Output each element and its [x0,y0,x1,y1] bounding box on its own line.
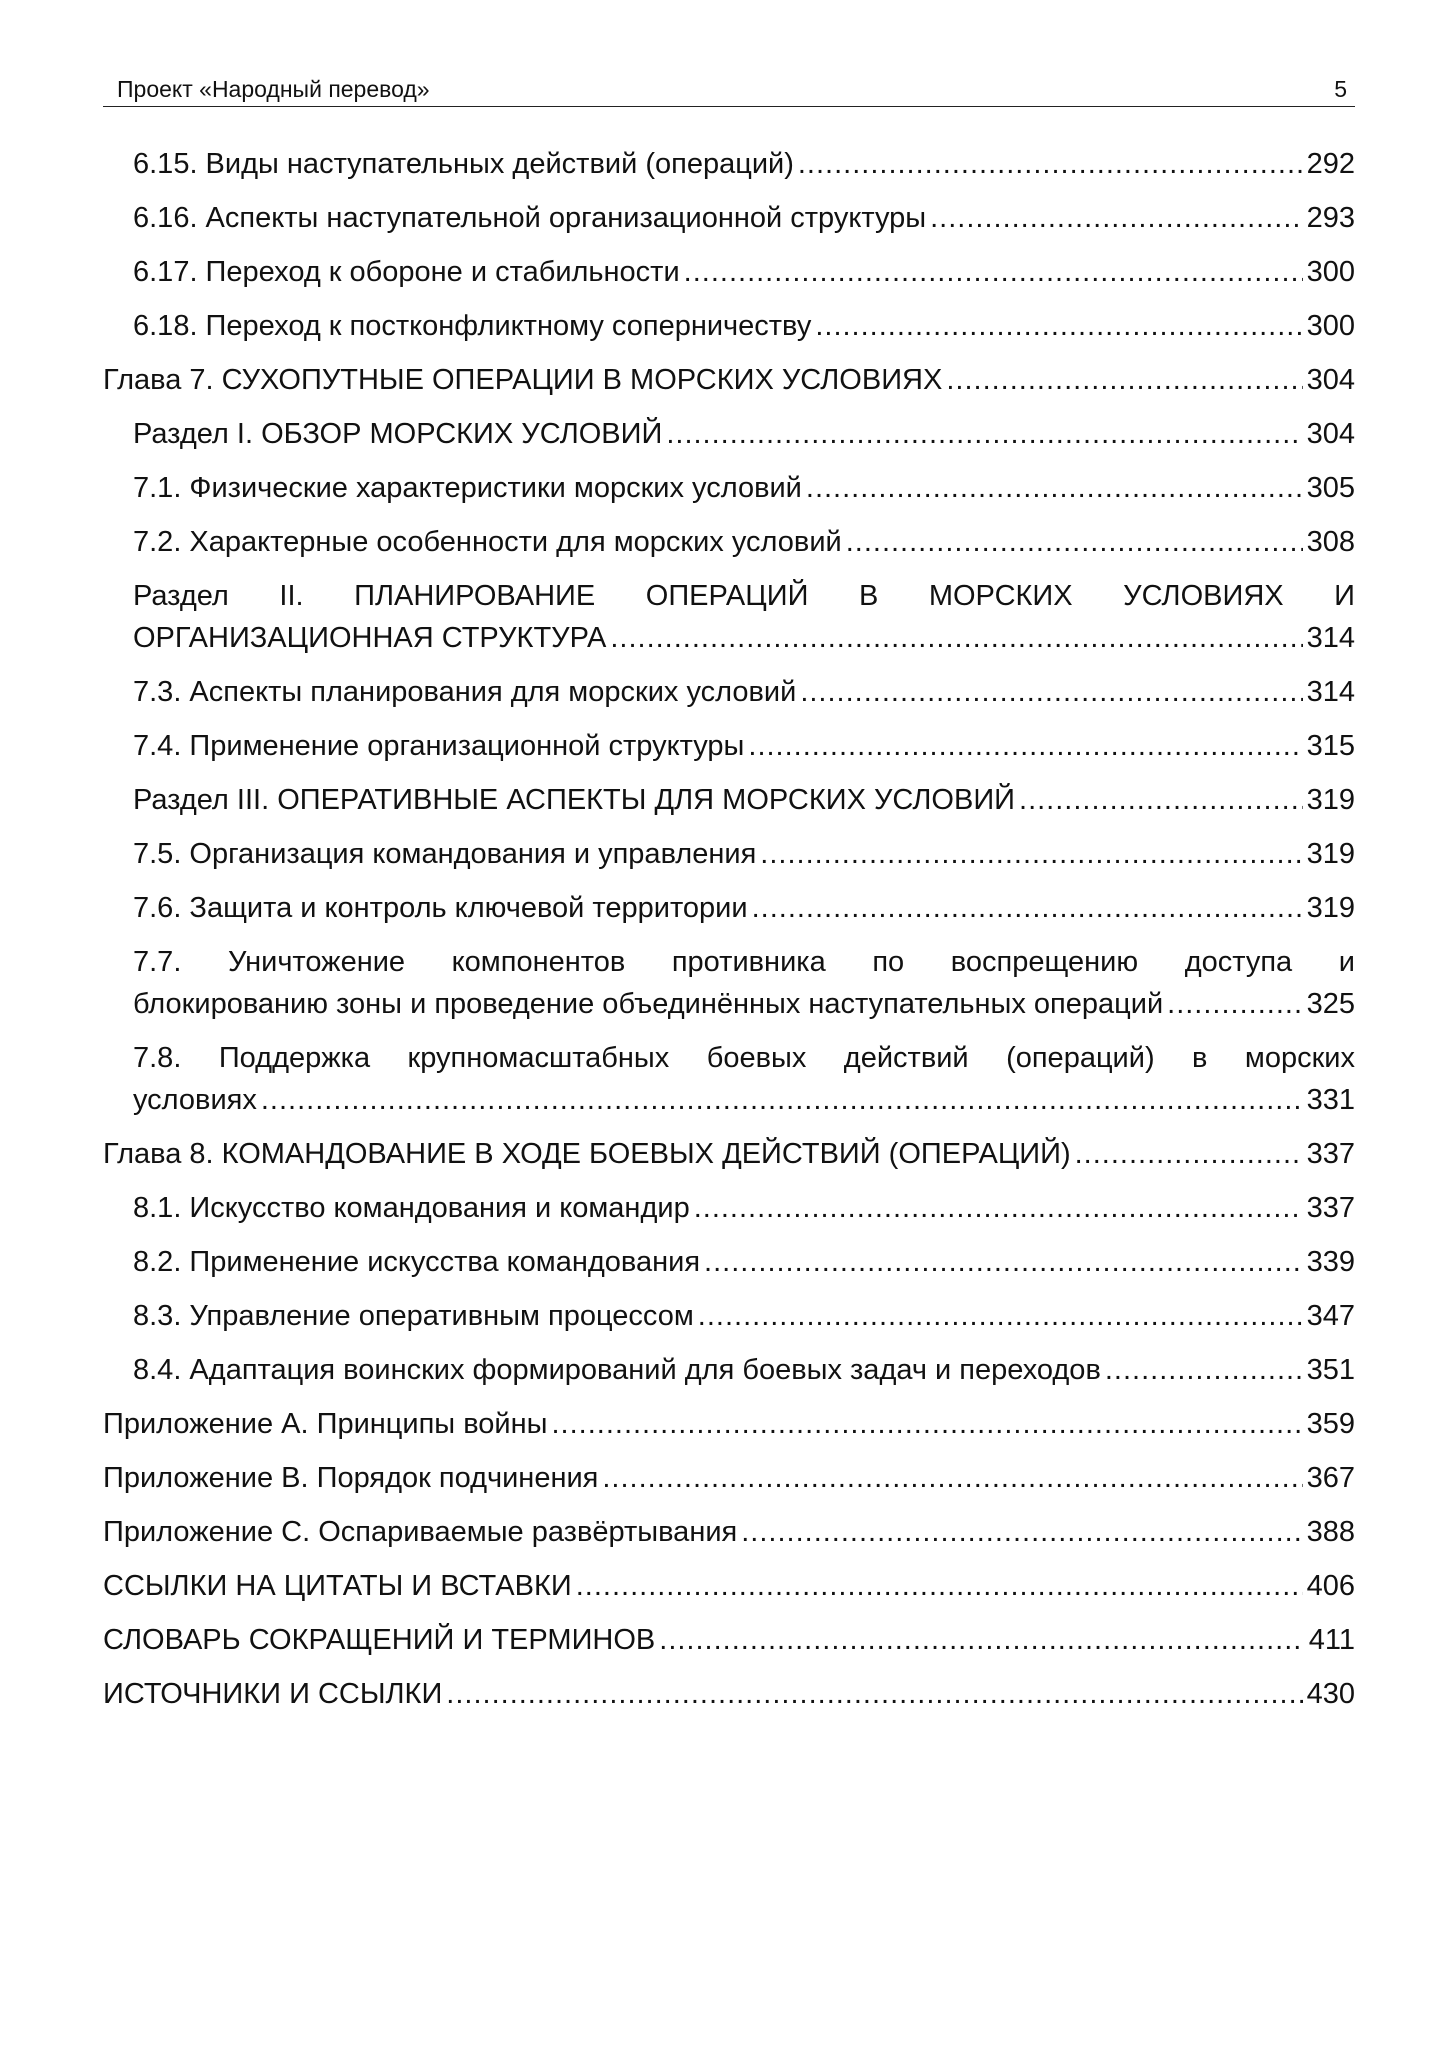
toc-entry[interactable] [103,467,1355,509]
toc-entry[interactable] [103,779,1355,821]
toc-entry[interactable] [103,1673,1355,1715]
dot-leader [1019,779,1303,821]
dot-leader [815,305,1302,347]
toc-entry-page: 430 [1306,1678,1355,1710]
toc-entry[interactable] [103,305,1355,347]
toc-entry-page: 351 [1306,1354,1355,1386]
toc-entry-title: 6.18. Переход к постконфликтному соперничеству [133,310,812,342]
dot-leader [946,359,1302,401]
toc-entry-page: 339 [1306,1246,1355,1278]
toc-entry-line [103,1457,1355,1499]
toc-entry-page: 411 [1308,1624,1355,1656]
dot-leader [694,1187,1303,1229]
toc-entry-line [133,833,1355,875]
toc-entry-line [133,251,1355,293]
dot-leader [704,1241,1303,1283]
dot-leader [1167,983,1302,1025]
toc-entry-page: 319 [1306,892,1355,924]
toc-entry-line [133,1295,1355,1337]
toc-entry-title: 7.6. Защита и контроль ключевой территории [133,892,748,924]
dot-leader [602,1457,1302,1499]
toc-entry-line [103,1133,1355,1175]
toc-entry-page: 300 [1306,310,1355,342]
toc-entry-title: 6.15. Виды наступательных действий (операций) [133,148,794,180]
toc-entry-line [103,359,1355,401]
toc-entry-line [133,887,1355,929]
toc-entry-line [103,1511,1355,1553]
toc-entry-page: 314 [1306,622,1355,654]
toc-entry[interactable] [103,1241,1355,1283]
toc-entry-line [133,671,1355,713]
dot-leader [930,197,1303,239]
toc-entry-title: 7.5. Организация командования и управления [133,838,757,870]
toc-entry-line [133,1079,1355,1121]
dot-leader [800,671,1302,713]
dot-leader [659,1619,1305,1661]
toc-entry-title: ССЫЛКИ НА ЦИТАТЫ И ВСТАВКИ [103,1570,572,1602]
toc-entry[interactable] [103,1295,1355,1337]
toc-entry-page: 305 [1306,472,1355,504]
toc-entry[interactable] [103,725,1355,767]
toc-entry-title: 7.2. Характерные особенности для морских условий [133,526,842,558]
toc-entry-page: 314 [1306,676,1355,708]
toc-entry[interactable] [103,575,1355,659]
toc-entry-page: 304 [1306,364,1355,396]
toc-entry-line [133,143,1355,185]
toc-entry[interactable] [103,197,1355,239]
dot-leader [846,521,1303,563]
dot-leader [698,1295,1303,1337]
toc-entry-title: Приложение С. Оспариваемые развёртывания [103,1516,738,1548]
toc-entry-line [103,1565,1355,1607]
toc-entry-line [133,725,1355,767]
toc-entry-title: 8.4. Адаптация воинских формирований для боевых задач и переходов [133,1354,1101,1386]
toc-entry[interactable] [103,1037,1355,1121]
toc-entry-first-line: 7.7. Уничтожение компонентов противника по воспрещению доступа и [133,946,1355,978]
toc-entry[interactable] [103,1565,1355,1607]
toc-entry[interactable] [103,833,1355,875]
toc-entry-page: 304 [1306,418,1355,450]
toc-entry-first-line: 7.8. Поддержка крупномасштабных боевых действий (операций) в морских [133,1042,1355,1074]
toc-entry-page: 315 [1306,730,1355,762]
toc-entry-page: 347 [1306,1300,1355,1332]
toc-entry-title: блокированию зоны и проведение объединённых наступательных операций [133,988,1164,1020]
toc-entry-title: СЛОВАРЬ СОКРАЩЕНИЙ И ТЕРМИНОВ [103,1624,656,1656]
toc-entry-page: 319 [1306,784,1355,816]
toc-entry-line [133,617,1355,659]
toc-entry[interactable] [103,413,1355,455]
toc-entry-page: 308 [1306,526,1355,558]
dot-leader [684,251,1303,293]
toc-entry-page: 319 [1306,838,1355,870]
toc-entry-title: 7.4. Применение организационной структуры [133,730,745,762]
dot-leader [551,1403,1302,1445]
toc-entry-line [103,1403,1355,1445]
toc-entry-title: Глава 7. СУХОПУТНЫЕ ОПЕРАЦИИ В МОРСКИХ УСЛОВИЯХ [103,364,943,396]
dot-leader [806,467,1303,509]
toc-entry-line [133,197,1355,239]
dot-leader [576,1565,1303,1607]
dot-leader [610,617,1302,659]
toc-entry-line [103,1673,1355,1715]
dot-leader [446,1673,1302,1715]
toc-entry-line [103,1619,1355,1661]
toc-entry-title: 8.3. Управление оперативным процессом [133,1300,694,1332]
toc-entry[interactable] [103,1133,1355,1175]
toc-entry-title: 7.1. Физические характеристики морских условий [133,472,802,504]
toc-entry[interactable] [103,887,1355,929]
toc-entry[interactable] [103,941,1355,1025]
toc-entry-line [133,1187,1355,1229]
toc-entry-title: Глава 8. КОМАНДОВАНИЕ В ХОДЕ БОЕВЫХ ДЕЙСТВИЙ (ОПЕРАЦИЙ) [103,1138,1071,1170]
toc-entry-line [133,779,1355,821]
toc-entry-title: Раздел I. ОБЗОР МОРСКИХ УСЛОВИЙ [133,418,663,450]
page-header [103,72,1355,107]
toc-entry-title: условиях [133,1084,257,1116]
dot-leader [748,725,1302,767]
toc-entry-page: 388 [1306,1516,1355,1548]
toc-entry-page: 293 [1306,202,1355,234]
dot-leader [1105,1349,1303,1391]
toc-entry-line [133,1241,1355,1283]
toc-entry-page: 367 [1306,1462,1355,1494]
toc-entry[interactable] [103,143,1355,185]
toc-entry-page: 331 [1306,1084,1355,1116]
toc-entry-line [133,521,1355,563]
toc-entry-page: 406 [1306,1570,1355,1602]
dot-leader [261,1079,1303,1121]
toc-entry-first-line: Раздел II. ПЛАНИРОВАНИЕ ОПЕРАЦИЙ В МОРСКИХ УСЛОВИЯХ И [133,580,1355,612]
toc-entry-line [133,1349,1355,1391]
dot-leader [798,143,1303,185]
toc-entry-title: ИСТОЧНИКИ И ССЫЛКИ [103,1678,443,1710]
toc-entry-page: 325 [1306,988,1355,1020]
dot-leader [760,833,1302,875]
toc-entry-line [133,413,1355,455]
toc-entry-page: 292 [1306,148,1355,180]
toc-entry-title: ОРГАНИЗАЦИОННАЯ СТРУКТУРА [133,622,607,654]
toc-entry[interactable] [103,251,1355,293]
toc-entry[interactable] [103,359,1355,401]
toc-entry-page: 300 [1306,256,1355,288]
toc-entry-title: Приложение А. Принципы войны [103,1408,548,1440]
toc-entry-page: 359 [1306,1408,1355,1440]
toc-entry[interactable] [103,1187,1355,1229]
toc-entry[interactable] [103,1403,1355,1445]
toc-entry[interactable] [103,521,1355,563]
toc-entry-title: Раздел III. ОПЕРАТИВНЫЕ АСПЕКТЫ ДЛЯ МОРСКИХ УСЛОВИЙ [133,784,1016,816]
toc-entry-line [133,983,1355,1025]
toc-entry-title: 8.1. Искусство командования и командир [133,1192,690,1224]
toc-entry[interactable] [103,1511,1355,1553]
dot-leader [752,887,1303,929]
toc-entry-page: 337 [1306,1192,1355,1224]
toc-entry[interactable] [103,1457,1355,1499]
document-title: Проект «Народный перевод» [117,76,430,102]
toc-entry-page: 337 [1306,1138,1355,1170]
toc-entry-title: Приложение В. Порядок подчинения [103,1462,599,1494]
table-of-contents [103,143,1355,1727]
toc-entry[interactable] [103,1619,1355,1661]
toc-entry[interactable] [103,1349,1355,1391]
toc-entry-line [133,305,1355,347]
page-number: 5 [1334,76,1347,102]
toc-entry-title: 7.3. Аспекты планирования для морских условий [133,676,797,708]
dot-leader [1075,1133,1303,1175]
dot-leader [666,413,1302,455]
dot-leader [741,1511,1302,1553]
toc-entry-line [133,467,1355,509]
toc-entry-title: 6.17. Переход к обороне и стабильности [133,256,680,288]
toc-entry[interactable] [103,671,1355,713]
toc-entry-title: 8.2. Применение искусства командования [133,1246,701,1278]
toc-entry-title: 6.16. Аспекты наступательной организационной структуры [133,202,927,234]
